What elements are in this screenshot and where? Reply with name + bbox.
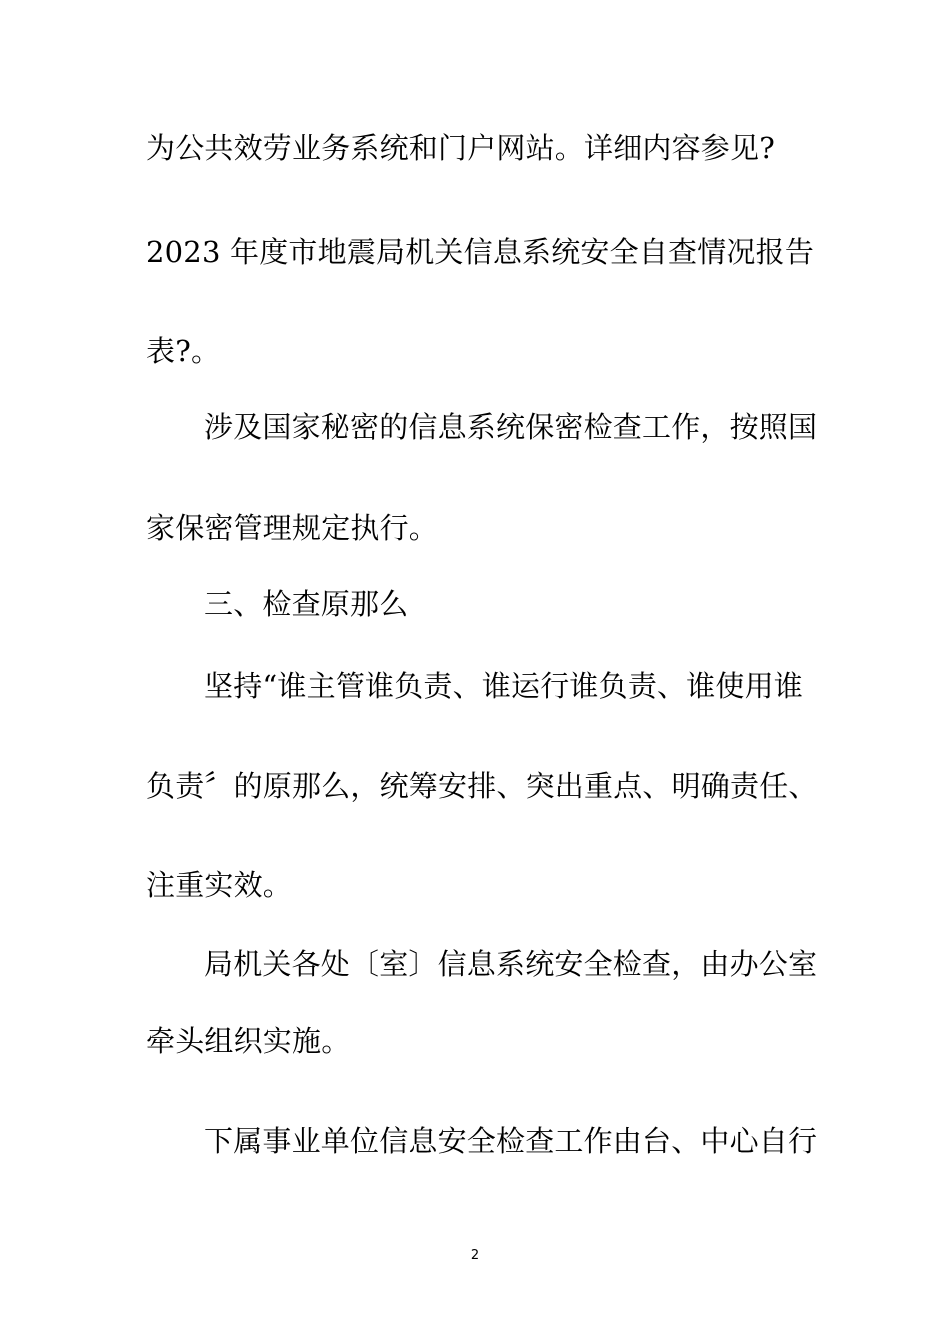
text-line-3: 表?。 — [146, 334, 221, 368]
text-line-10: 局机关各处〔室〕信息系统安全检查，由办公室 — [204, 947, 818, 981]
text-line-2: 2023 年度市地震局机关信息系统安全自查情况报告 — [146, 235, 815, 269]
text-line-1: 为公共效劳业务系统和门户网站。详细内容参见? — [146, 131, 775, 165]
text-line-5: 家保密管理规定执行。 — [146, 511, 439, 545]
text-line-7: 坚持“谁主管谁负责、谁运行谁负责、谁使用谁 — [204, 669, 804, 703]
text-line-4: 涉及国家秘密的信息系统保密检查工作，按照国 — [204, 410, 818, 444]
text-line-9: 注重实效。 — [146, 868, 293, 902]
text-line-8: 负责〞的原那么，统筹安排、突出重点、明确责任、 — [146, 769, 818, 803]
text-line-12: 下属事业单位信息安全检查工作由台、中心自行 — [204, 1124, 818, 1158]
text-line-11: 牵头组织实施。 — [146, 1024, 351, 1058]
section-heading: 三、检查原那么 — [204, 587, 409, 621]
page-number: 2 — [470, 1248, 480, 1263]
